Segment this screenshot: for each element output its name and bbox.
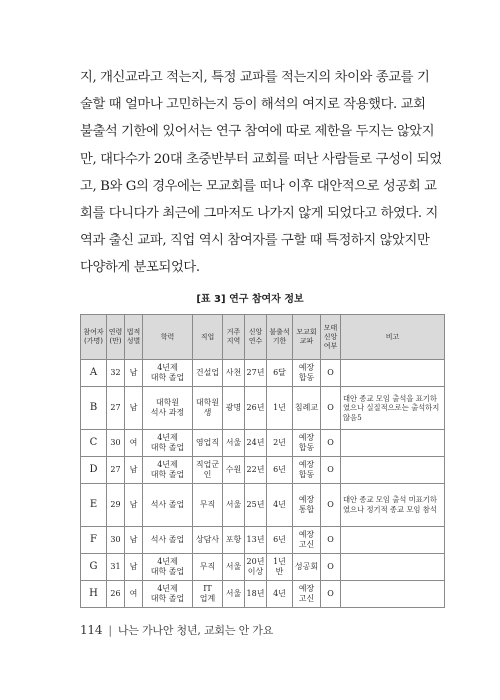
table-header-cell: 거주 지역 bbox=[223, 315, 245, 360]
table-cell: 4년제 대학 졸업 bbox=[143, 581, 193, 608]
table-cell: 서울 bbox=[223, 484, 245, 527]
table-cell: 예장 통합 bbox=[293, 484, 321, 527]
table-cell: 광명 bbox=[223, 387, 245, 430]
table-cell: 4년 bbox=[267, 581, 293, 608]
table-cell: 대학원 석사 과정 bbox=[143, 387, 193, 430]
participant-table bbox=[80, 314, 445, 608]
table-row bbox=[81, 457, 445, 484]
table-cell: 석사 졸업 bbox=[143, 527, 193, 554]
table-cell: 6달 bbox=[267, 360, 293, 387]
table-cell: A bbox=[81, 360, 107, 387]
table-cell: 건설업 bbox=[193, 360, 223, 387]
table-cell: E bbox=[81, 484, 107, 527]
table-cell: 26 bbox=[107, 581, 125, 608]
table-cell: 무직 bbox=[193, 554, 223, 581]
body-paragraph bbox=[80, 64, 440, 282]
paragraph-line: 다양하게 분포되었다. bbox=[80, 260, 200, 276]
table-body bbox=[81, 360, 445, 608]
table-cell: 남 bbox=[125, 387, 143, 430]
table-cell: 예장 합동 bbox=[293, 360, 321, 387]
table-cell: 예장 고신 bbox=[293, 581, 321, 608]
paragraph-line: 고, B와 G의 경우에는 모교회를 떠나 이후 대안적으로 성공회 교 bbox=[80, 178, 437, 194]
table-cell: F bbox=[81, 527, 107, 554]
table-cell: B bbox=[81, 387, 107, 430]
table-cell: 4년제 대학 졸업 bbox=[143, 360, 193, 387]
table-cell: 4년 bbox=[267, 484, 293, 527]
table-header-cell: 직업 bbox=[193, 315, 223, 360]
table-cell: 서울 bbox=[223, 581, 245, 608]
table-caption: [표 3] 연구 참여자 정보 bbox=[196, 294, 304, 305]
paragraph-line: 만, 대다수가 20대 초중반부터 교회를 떠난 사람들로 구성이 되었 bbox=[80, 151, 442, 167]
table-cell: O bbox=[321, 484, 341, 527]
table-cell: 4년제 대학 졸업 bbox=[143, 430, 193, 457]
table-cell: 27 bbox=[107, 457, 125, 484]
table-cell: 예장 고신 bbox=[293, 527, 321, 554]
table-cell: 20년 이상 bbox=[245, 554, 267, 581]
table-cell: 1년 bbox=[267, 387, 293, 430]
table-cell: 여 bbox=[125, 581, 143, 608]
table-note-cell bbox=[341, 430, 445, 457]
table-header-cell: 연령 (만) bbox=[107, 315, 125, 360]
table-cell: 4년제 대학 졸업 bbox=[143, 457, 193, 484]
paragraph-line: 불출석 기한에 있어서는 연구 참여에 따로 제한을 두지는 않았지 bbox=[80, 124, 435, 140]
table-cell: 24년 bbox=[245, 430, 267, 457]
table-cell: 27년 bbox=[245, 360, 267, 387]
paragraph-line: 역과 출신 교파, 직업 역시 참여자를 구할 때 특정하지 않았지만 bbox=[80, 233, 430, 249]
table-cell: 30 bbox=[107, 527, 125, 554]
page-footer bbox=[80, 622, 273, 638]
table-row bbox=[81, 527, 445, 554]
table-cell: 31 bbox=[107, 554, 125, 581]
table-cell: G bbox=[81, 554, 107, 581]
table-cell: O bbox=[321, 527, 341, 554]
table-cell: O bbox=[321, 554, 341, 581]
paragraph-line: 회를 다니다가 최근에 그마저도 나가지 않게 되었다고 하였다. 지 bbox=[80, 206, 439, 222]
table-cell: O bbox=[321, 430, 341, 457]
table-row bbox=[81, 360, 445, 387]
table-cell: O bbox=[321, 581, 341, 608]
table-cell: 6년 bbox=[267, 457, 293, 484]
table-header-cell: 참여자 (가명) bbox=[81, 315, 107, 360]
table-row bbox=[81, 484, 445, 527]
table-cell: 영업직 bbox=[193, 430, 223, 457]
paragraph-line: 지, 개신교라고 적는지, 특정 교파를 적는지의 차이와 종교를 기 bbox=[80, 70, 430, 85]
table-cell: 수원 bbox=[223, 457, 245, 484]
table-cell: 여 bbox=[125, 430, 143, 457]
table-header-cell: 신앙 연수 bbox=[245, 315, 267, 360]
table-header-cell: 모교회 교파 bbox=[293, 315, 321, 360]
table-cell: 2년 bbox=[267, 430, 293, 457]
table-header-cell: 비고 bbox=[341, 315, 445, 360]
table-cell: 남 bbox=[125, 484, 143, 527]
table-cell: 침례교 bbox=[293, 387, 321, 430]
table-cell: 예장 합동 bbox=[293, 430, 321, 457]
table-cell: 무직 bbox=[193, 484, 223, 527]
table-cell: C bbox=[81, 430, 107, 457]
running-title: 나는 가나안 청년, 교회는 안 가요 bbox=[117, 624, 274, 637]
table-cell: 남 bbox=[125, 527, 143, 554]
footer-separator: | bbox=[108, 624, 112, 637]
table-cell: 석사 졸업 bbox=[143, 484, 193, 527]
table-row bbox=[81, 554, 445, 581]
table-header-cell: 모태 신앙 여부 bbox=[321, 315, 341, 360]
paragraph-line: 술할 때 얼마나 고민하는지 등이 해석의 여지로 작용했다. 교회 bbox=[80, 97, 426, 113]
table-header-cell: 학력 bbox=[143, 315, 193, 360]
table-cell: 상담사 bbox=[193, 527, 223, 554]
table-cell: 남 bbox=[125, 457, 143, 484]
table-cell: 예장 합동 bbox=[293, 457, 321, 484]
table-cell: 성공회 bbox=[293, 554, 321, 581]
table-cell: 32 bbox=[107, 360, 125, 387]
table-cell: 서울 bbox=[223, 554, 245, 581]
table-cell: 직업군 인 bbox=[193, 457, 223, 484]
table-note-cell bbox=[341, 360, 445, 387]
table-cell: IT 업계 bbox=[193, 581, 223, 608]
table-cell: O bbox=[321, 360, 341, 387]
table-header-cell: 법적 성별 bbox=[125, 315, 143, 360]
table-cell: 30 bbox=[107, 430, 125, 457]
table-cell: 18년 bbox=[245, 581, 267, 608]
table-cell: 서울 bbox=[223, 430, 245, 457]
table-cell: 29 bbox=[107, 484, 125, 527]
table-row bbox=[81, 581, 445, 608]
table-cell: 사천 bbox=[223, 360, 245, 387]
table-header-cell: 불출석 기한 bbox=[267, 315, 293, 360]
table-row bbox=[81, 387, 445, 430]
table-cell: H bbox=[81, 581, 107, 608]
table-cell: O bbox=[321, 457, 341, 484]
table-cell: 25년 bbox=[245, 484, 267, 527]
table-cell: 13년 bbox=[245, 527, 267, 554]
table-cell: 대학원 생 bbox=[193, 387, 223, 430]
table-cell: 26년 bbox=[245, 387, 267, 430]
table-note-cell: 대안 종교 모임 출석을 표기하였으나 실질적으로는 출석하지 않음5 bbox=[341, 387, 445, 430]
table-note-cell: 대안 종교 모임 출석 미표기하였으나 정기적 종교 모임 참석 bbox=[341, 484, 445, 527]
page-number: 114 bbox=[80, 623, 103, 637]
table-cell: D bbox=[81, 457, 107, 484]
table-cell: 포항 bbox=[223, 527, 245, 554]
table-cell: 27 bbox=[107, 387, 125, 430]
table-cell: 22년 bbox=[245, 457, 267, 484]
table-note-cell bbox=[341, 581, 445, 608]
table-cell: 6년 bbox=[267, 527, 293, 554]
table-row bbox=[81, 430, 445, 457]
table-note-cell bbox=[341, 554, 445, 581]
table-cell: 남 bbox=[125, 554, 143, 581]
table-cell: 1년 반 bbox=[267, 554, 293, 581]
table-note-cell bbox=[341, 457, 445, 484]
table-cell: 남 bbox=[125, 360, 143, 387]
table-note-cell bbox=[341, 527, 445, 554]
table-header-row bbox=[81, 315, 445, 360]
table-cell: 4년제 대학 졸업 bbox=[143, 554, 193, 581]
table-cell: O bbox=[321, 387, 341, 430]
